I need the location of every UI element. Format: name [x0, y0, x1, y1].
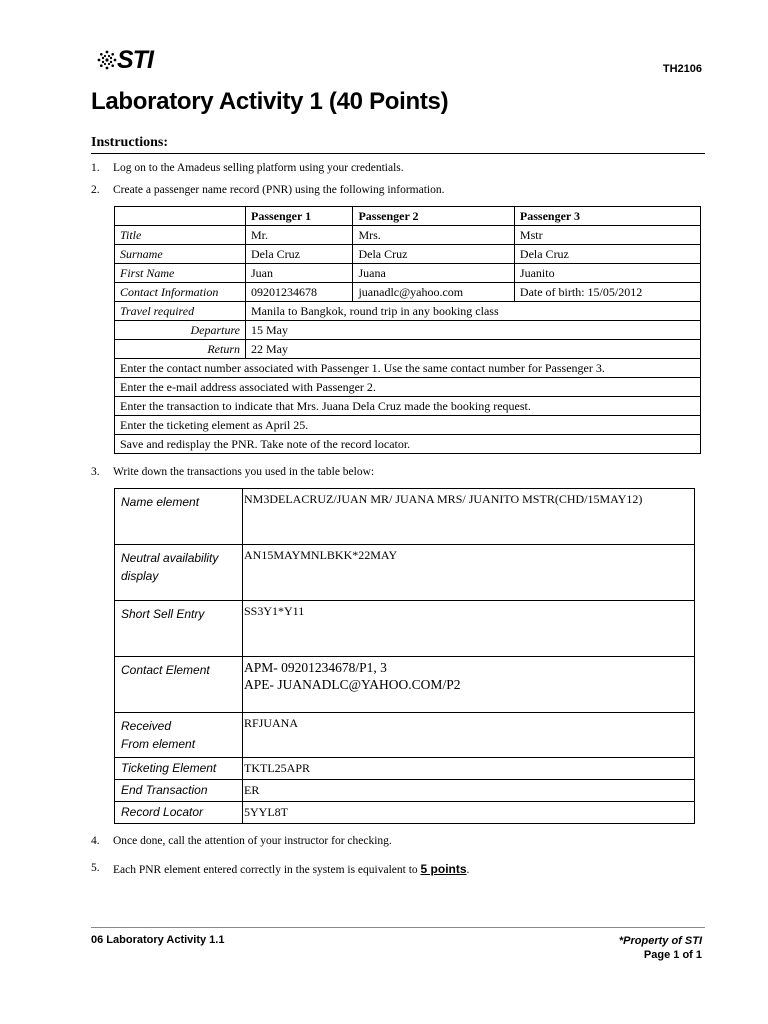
- departure-value: 15 May: [246, 321, 701, 340]
- travel-row: [115, 302, 701, 321]
- row-label: Record Locator: [115, 802, 243, 824]
- row-label: Contact Information: [115, 283, 246, 302]
- label-line-2: From element: [121, 737, 196, 751]
- step-4: [91, 835, 392, 847]
- row-value: RFJUANA: [243, 713, 695, 758]
- note-text: Save and redisplay the PNR. Take note of the record locator.: [115, 435, 701, 454]
- step-text-after: .: [466, 864, 470, 876]
- step-number: 1.: [91, 162, 100, 174]
- footer-property: *Property of STI: [618, 935, 702, 947]
- table-row: [115, 283, 701, 302]
- row-label: Travel required: [115, 302, 246, 321]
- table-cell: juanadlc@yahoo.com: [353, 283, 514, 302]
- table-row: [115, 713, 695, 758]
- table-cell: Mr.: [246, 226, 353, 245]
- table-row: [115, 780, 695, 802]
- step-number: 3.: [91, 466, 100, 478]
- note-row: [115, 378, 701, 397]
- note-text: Enter the contact number associated with Passenger 1. Use the same contact number for Passenger 3.: [115, 359, 701, 378]
- row-label: Return: [115, 340, 246, 359]
- step-3: [91, 466, 374, 478]
- table-cell: 09201234678: [246, 283, 353, 302]
- header-passenger-2: Passenger 2: [353, 207, 514, 226]
- table-row: [115, 657, 695, 713]
- table-header-row: [115, 207, 701, 226]
- row-label: End Transaction: [115, 780, 243, 802]
- table-cell: Juana: [353, 264, 514, 283]
- return-value: 22 May: [246, 340, 701, 359]
- travel-value: Manila to Bangkok, round trip in any booking class: [246, 302, 701, 321]
- step-number: 2.: [91, 184, 100, 196]
- table-cell: Mrs.: [353, 226, 514, 245]
- row-label: Name element: [115, 489, 243, 545]
- points-value: 5 points: [420, 862, 467, 876]
- step-number: 4.: [91, 835, 100, 847]
- footer-page-number: Page 1 of 1: [643, 949, 702, 961]
- row-value: SS3Y1*Y11: [243, 601, 695, 657]
- table-row: [115, 758, 695, 780]
- row-label: [115, 713, 243, 758]
- table-cell: Juan: [246, 264, 353, 283]
- table-cell: Juanito: [514, 264, 700, 283]
- row-label: Surname: [115, 245, 246, 264]
- table-row: [115, 245, 701, 264]
- contact-line-1: APM- 09201234678/P1, 3: [244, 660, 387, 675]
- step-text: Write down the transactions you used in the table below:: [113, 466, 375, 478]
- note-text: Enter the e-mail address associated with Passenger 2.: [115, 378, 701, 397]
- row-label: First Name: [115, 264, 246, 283]
- empty-header-cell: [115, 207, 246, 226]
- row-label: Short Sell Entry: [115, 601, 243, 657]
- sti-globe-icon: [95, 48, 119, 72]
- label-line-1: Received: [121, 719, 172, 733]
- note-text: Enter the ticketing element as April 25.: [115, 416, 701, 435]
- footer-right: [619, 934, 702, 962]
- step-2: [91, 184, 445, 196]
- logo-text: STI: [117, 46, 153, 74]
- sti-logo: [95, 48, 153, 72]
- table-cell: Dela Cruz: [353, 245, 514, 264]
- row-label: Title: [115, 226, 246, 245]
- contact-line-2: APE- JUANADLC@YAHOO.COM/P2: [244, 677, 461, 692]
- table-cell: Date of birth: 15/05/2012: [514, 283, 700, 302]
- row-label: Neutral availability display: [115, 545, 243, 601]
- row-value: TKTL25APR: [243, 758, 695, 780]
- footer-doc-name: 06 Laboratory Activity 1.1: [91, 934, 225, 946]
- step-text: Once done, call the attention of your instructor for checking.: [113, 835, 392, 847]
- step-text: Create a passenger name record (PNR) using the following information.: [113, 184, 445, 196]
- step-number: 5.: [91, 862, 100, 874]
- table-cell: Mstr: [514, 226, 700, 245]
- doc-code: TH2106: [662, 63, 702, 75]
- note-row: [115, 397, 701, 416]
- passenger-table: [114, 206, 701, 454]
- table-row: [115, 545, 695, 601]
- table-row: [115, 489, 695, 545]
- note-row: [115, 435, 701, 454]
- row-value: [243, 657, 695, 713]
- transactions-table: [114, 488, 695, 824]
- header-passenger-1: Passenger 1: [246, 207, 353, 226]
- note-text: Enter the transaction to indicate that Mrs. Juana Dela Cruz made the booking request.: [115, 397, 701, 416]
- instructions-divider: [91, 153, 705, 154]
- row-value: AN15MAYMNLBKK*22MAY: [243, 545, 695, 601]
- row-value: NM3DELACRUZ/JUAN MR/ JUANA MRS/ JUANITO MSTR(CHD/15MAY12): [243, 489, 695, 545]
- step-1: [91, 162, 404, 174]
- step-5: [91, 862, 469, 876]
- table-row: [115, 601, 695, 657]
- table-row: [115, 226, 701, 245]
- departure-row: [115, 321, 701, 340]
- step-text: [113, 862, 469, 876]
- table-row: [115, 802, 695, 824]
- table-row: [115, 264, 701, 283]
- note-row: [115, 359, 701, 378]
- header-passenger-3: Passenger 3: [514, 207, 700, 226]
- step-text: Log on to the Amadeus selling platform using your credentials.: [113, 162, 404, 174]
- return-row: [115, 340, 701, 359]
- row-label: Ticketing Element: [115, 758, 243, 780]
- table-cell: Dela Cruz: [246, 245, 353, 264]
- row-value: 5YYL8T: [243, 802, 695, 824]
- page-title: Laboratory Activity 1 (40 Points): [91, 88, 449, 115]
- row-value: ER: [243, 780, 695, 802]
- row-label: Departure: [115, 321, 246, 340]
- instructions-heading: Instructions:: [91, 135, 169, 150]
- step-text-before: Each PNR element entered correctly in the system is equivalent to: [113, 864, 421, 876]
- footer-divider: [91, 927, 705, 928]
- table-cell: Dela Cruz: [514, 245, 700, 264]
- row-label: Contact Element: [115, 657, 243, 713]
- note-row: [115, 416, 701, 435]
